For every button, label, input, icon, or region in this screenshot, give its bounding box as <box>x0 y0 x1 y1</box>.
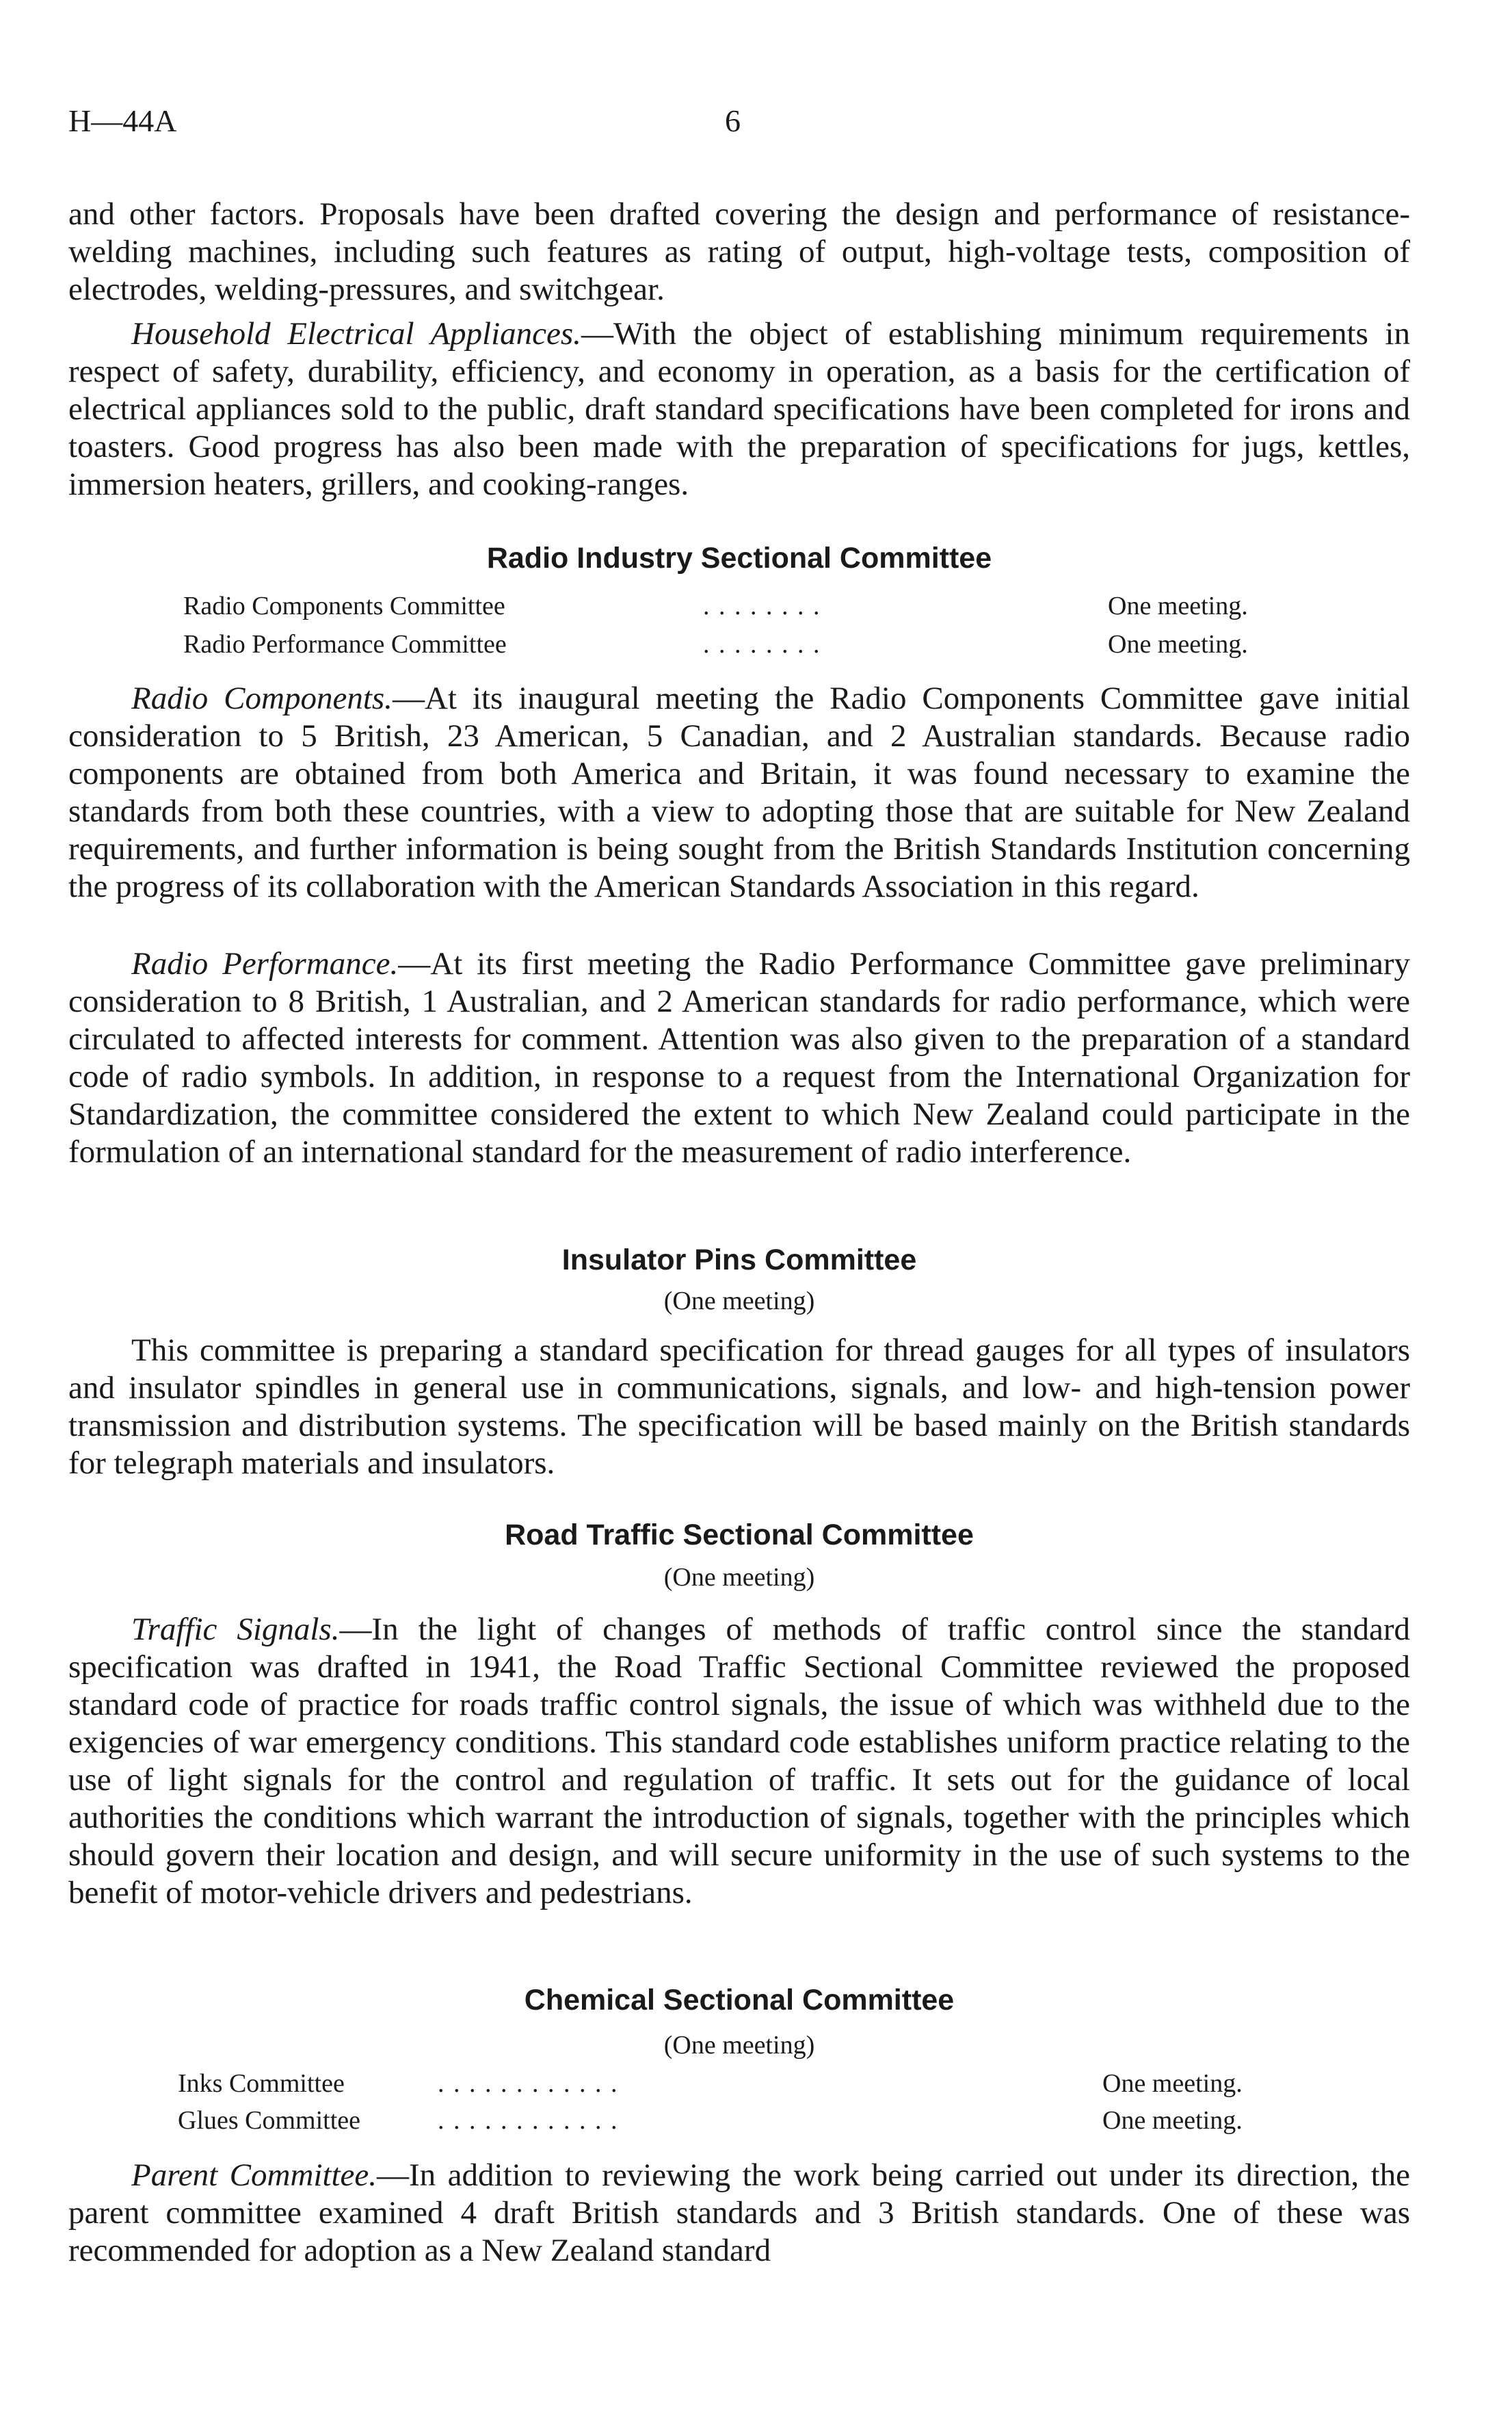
row-name: Inks Committee <box>178 2069 345 2098</box>
parent-committee-paragraph <box>68 2157 1410 2270</box>
household-text: —With the object of establishing minimum requirements in respect of safety, durability, efficiency, and economy in operation, as a basis for the certification of electrical appliances sold to the public, draft standard specifications have been completed for irons and toasters. Good progress has also been made with the preparation of specifications for jugs, kettles, immersion heaters, grillers, and cooking-ranges. <box>68 316 1410 502</box>
insulator-text: This committee is preparing a standard specification for thread gauges for all types of insulators and insulator spindles in general use in communications, signals, and low- and high-tension power transmission and distribution systems. The specification will be based mainly on the British standards for telegraph materials and insulators. <box>68 1332 1410 1481</box>
row-leader-dots: . . . . . . . . <box>703 592 821 620</box>
intro-paragraph <box>68 196 1410 308</box>
row-value: One meeting. <box>1102 2106 1243 2135</box>
road-text: —In the light of changes of methods of traffic control since the standard specification was drafted in 1941, the Road Traffic Sectional Committee reviewed the proposed standard code of practice for roads traffic control signals, the issue of which was withheld due to the exigencies of war emergency conditions. This standard code establishes uniform practice relating to the use of light signals for the control and regulation of traffic. It sets out for the guidance of local authorities the conditions which warrant the introduction of signals, together with the principles which should govern their location and design, and will secure uniformity in the use of such systems to the benefit of motor-vehicle drivers and pedestrians. <box>68 1612 1411 1910</box>
row-name: Radio Components Committee <box>183 592 505 620</box>
parent-committee-title: Parent Committee. <box>131 2157 377 2193</box>
row-leader-dots: . . . . . . . . . . . . <box>438 2106 619 2135</box>
radio-performance-text: —At its first meeting the Radio Performance Committee gave preliminary consideration to 8 British, 1 Australian, and 2 American standards for radio performance, which were circulated to affected interests for comment. Attention was also given to the preparation of a standard code of radio symbols. In addition, in response to a request from the International Organization for Standardization, the committee considered the extent to which New Zealand could participate in the formulation of an international standard for the measurement of radio interference. <box>68 946 1411 1170</box>
chemical-heading: Chemical Sectional Committee <box>524 1984 955 2016</box>
household-title: Household Electrical Appliances. <box>131 316 581 352</box>
radio-heading: Radio Industry Sectional Committee <box>486 542 992 575</box>
page-number: 6 <box>725 103 741 138</box>
radio-components-text: —At its inaugural meeting the Radio Components Committee gave initial consideration to 5 British, 23 American, 5 Canadian, and 2 Australian standards. Because radio components are obtained from both America and Britain, it was found necessary to examine the standards from both these countries, with a view to adopting those that are suitable for New Zealand requirements, and further information is being sought from the British Standards Institution concerning the progress of its collaboration with the American Standards Association in this regard. <box>68 681 1410 904</box>
road-title: Traffic Signals. <box>131 1612 340 1647</box>
radio-components-title: Radio Components. <box>131 681 393 716</box>
household-paragraph <box>68 315 1410 503</box>
radio-performance-paragraph <box>68 945 1410 1171</box>
row-value: One meeting. <box>1102 2069 1243 2098</box>
insulator-heading: Insulator Pins Committee <box>561 1244 917 1276</box>
road-paragraph <box>68 1611 1410 1912</box>
row-name: Glues Committee <box>178 2106 361 2135</box>
radio-components-paragraph <box>68 680 1410 906</box>
road-heading: Road Traffic Sectional Committee <box>505 1519 974 1551</box>
road-subheading: (One meeting) <box>663 1563 815 1592</box>
row-value: One meeting. <box>1108 630 1248 659</box>
row-leader-dots: . . . . . . . . <box>703 630 821 659</box>
intro-text: and other factors. Proposals have been drafted covering the design and performance of resistance-welding machines, including such features as rating of output, high-voltage tests, composition of electrodes, welding-pressures, and switchgear. <box>68 196 1410 307</box>
row-leader-dots: . . . . . . . . . . . . <box>438 2069 619 2098</box>
insulator-subheading: (One meeting) <box>663 1287 815 1315</box>
row-name: Radio Performance Committee <box>183 630 507 659</box>
radio-performance-title: Radio Performance. <box>131 946 399 982</box>
parent-committee-text: —In addition to reviewing the work being carried out under its direction, the parent committee examined 4 draft British standards and 3 British standards. One of these was recommended for adoption as a New Zealand standard <box>68 2157 1410 2268</box>
document-reference: H—44A <box>68 103 177 138</box>
chemical-subheading: (One meeting) <box>663 2031 815 2060</box>
insulator-paragraph <box>68 1332 1410 1482</box>
row-value: One meeting. <box>1108 592 1248 620</box>
